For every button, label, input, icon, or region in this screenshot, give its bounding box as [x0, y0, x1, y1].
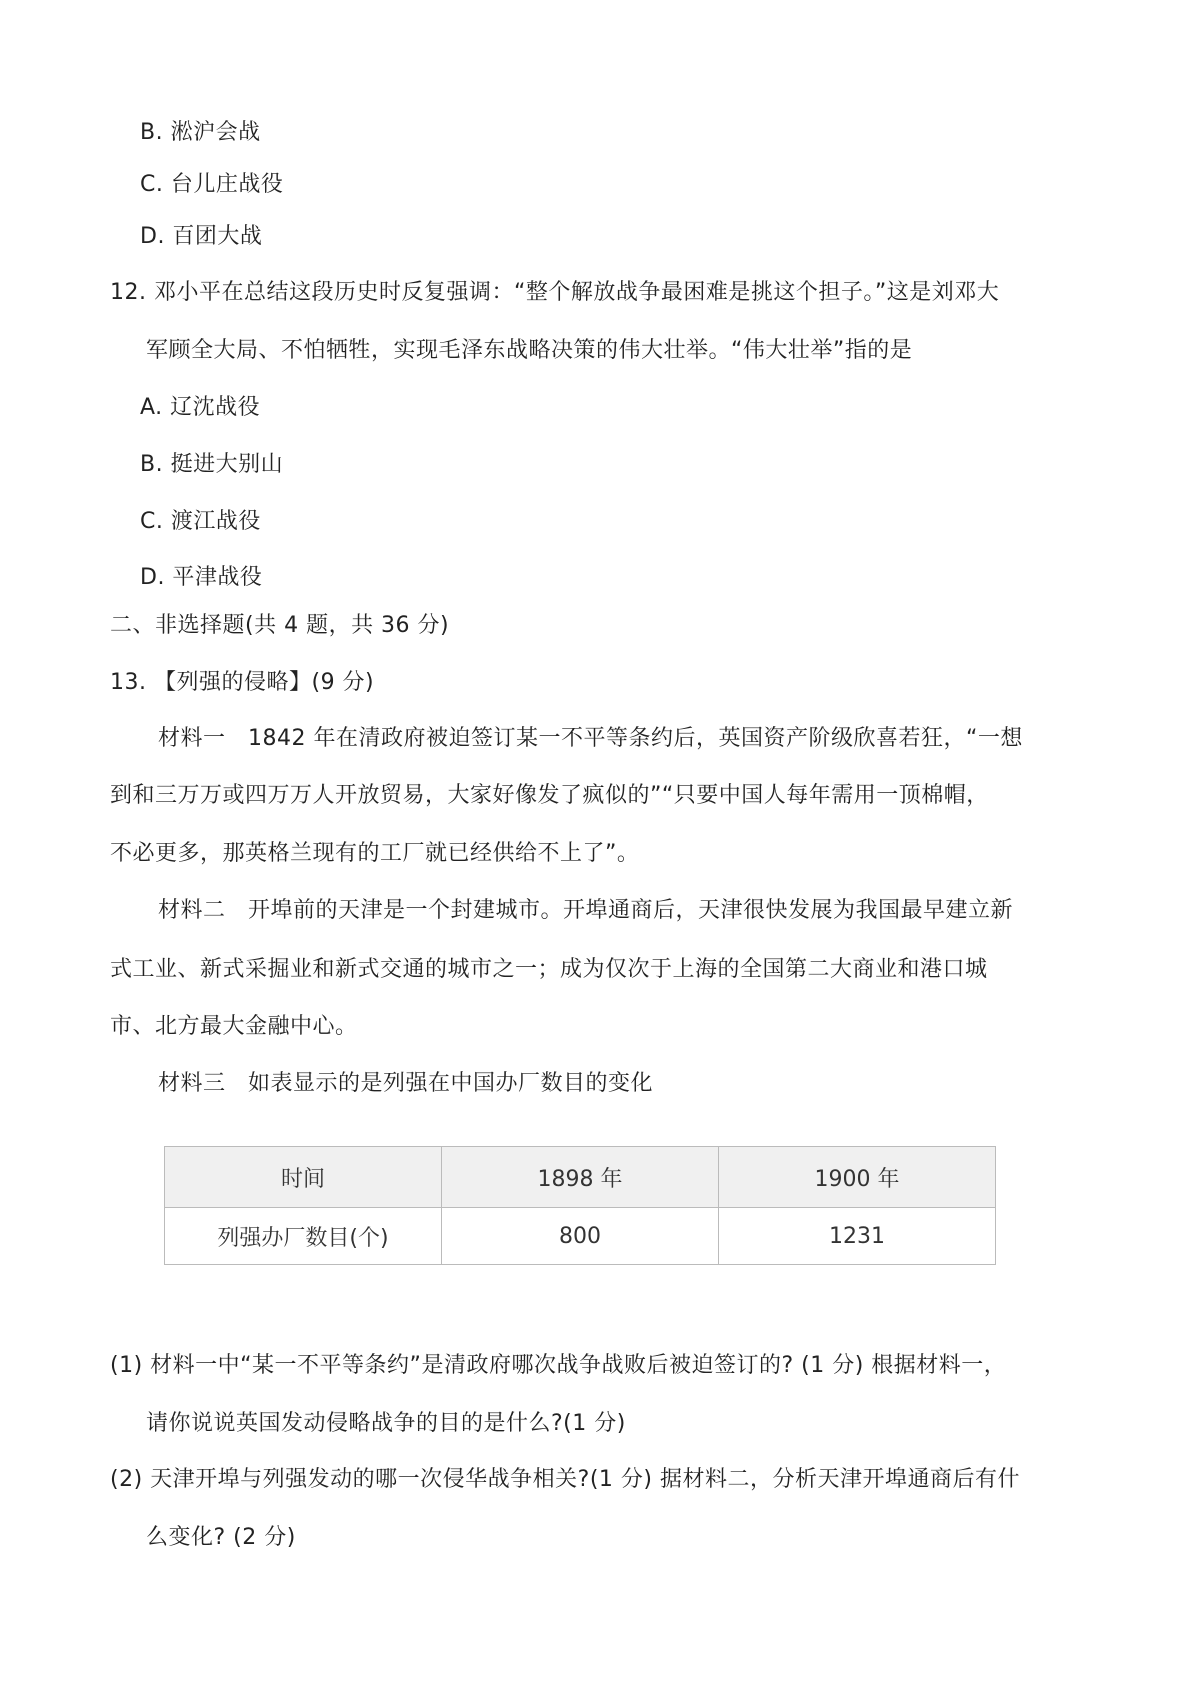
table-cell: 1231 — [719, 1208, 996, 1265]
q12-option-b: B. 挺进大别山 — [140, 452, 284, 477]
q13-sub1-line1: (1) 材料一中“某一不平等条约”是清政府哪次战争战败后被迫签订的? (1 分) 根据材料一， — [110, 1353, 1007, 1378]
table-header-row — [165, 1147, 996, 1208]
q13-material2-line2: 式工业、新式采掘业和新式交通的城市之一；成为仅次于上海的全国第二大商业和港口城 — [110, 957, 988, 982]
factory-count-table — [164, 1146, 996, 1265]
q13-sub2-line1: (2) 天津开埠与列强发动的哪一次侵华战争相关?(1 分) 据材料二，分析天津开埠通商后有什 — [110, 1467, 1020, 1492]
q13-material1-line3: 不必更多，那英格兰现有的工厂就已经供给不上了”。 — [110, 841, 640, 866]
table-header-cell: 1898 年 — [442, 1147, 719, 1208]
q13-material1-line1: 材料一 1842 年在清政府被迫签订某一不平等条约后，英国资产阶级欣喜若狂，“一想 — [158, 726, 1023, 751]
q13-material2-line3: 市、北方最大金融中心。 — [110, 1014, 358, 1039]
q13-title: 13. 【列强的侵略】(9 分) — [110, 670, 375, 695]
q11-option-d: D. 百团大战 — [140, 224, 263, 249]
q13-material3: 材料三 如表显示的是列强在中国办厂数目的变化 — [158, 1071, 654, 1096]
q12-stem-line2: 军顾全大局、不怕牺牲，实现毛泽东战略决策的伟大壮举。“伟大壮举”指的是 — [146, 338, 913, 363]
q13-material2-line1: 材料二 开埠前的天津是一个封建城市。开埠通商后，天津很快发展为我国最早建立新 — [158, 898, 1014, 923]
q11-option-c: C. 台儿庄战役 — [140, 172, 284, 197]
q13-sub2-line2: 么变化? (2 分) — [146, 1525, 296, 1550]
q12-option-a: A. 辽沈战役 — [140, 395, 261, 420]
table-row — [165, 1208, 996, 1265]
q12-option-c: C. 渡江战役 — [140, 509, 261, 534]
q13-material1-line2: 到和三万万或四万万人开放贸易，大家好像发了疯似的”“只要中国人每年需用一顶棉帽， — [110, 783, 989, 808]
table-header-cell: 1900 年 — [719, 1147, 996, 1208]
table-cell: 列强办厂数目(个) — [165, 1208, 442, 1265]
q13-sub1-line2: 请你说说英国发动侵略战争的目的是什么?(1 分) — [146, 1411, 626, 1436]
section2-heading: 二、非选择题(共 4 题，共 36 分) — [110, 613, 450, 638]
q12-option-d: D. 平津战役 — [140, 565, 263, 590]
table-cell: 800 — [442, 1208, 719, 1265]
table-header-cell: 时间 — [165, 1147, 442, 1208]
q11-option-b: B. 淞沪会战 — [140, 120, 261, 145]
q12-stem-line1: 12. 邓小平在总结这段历史时反复强调：“整个解放战争最困难是挑这个担子。”这是刘邓大 — [110, 280, 1000, 305]
